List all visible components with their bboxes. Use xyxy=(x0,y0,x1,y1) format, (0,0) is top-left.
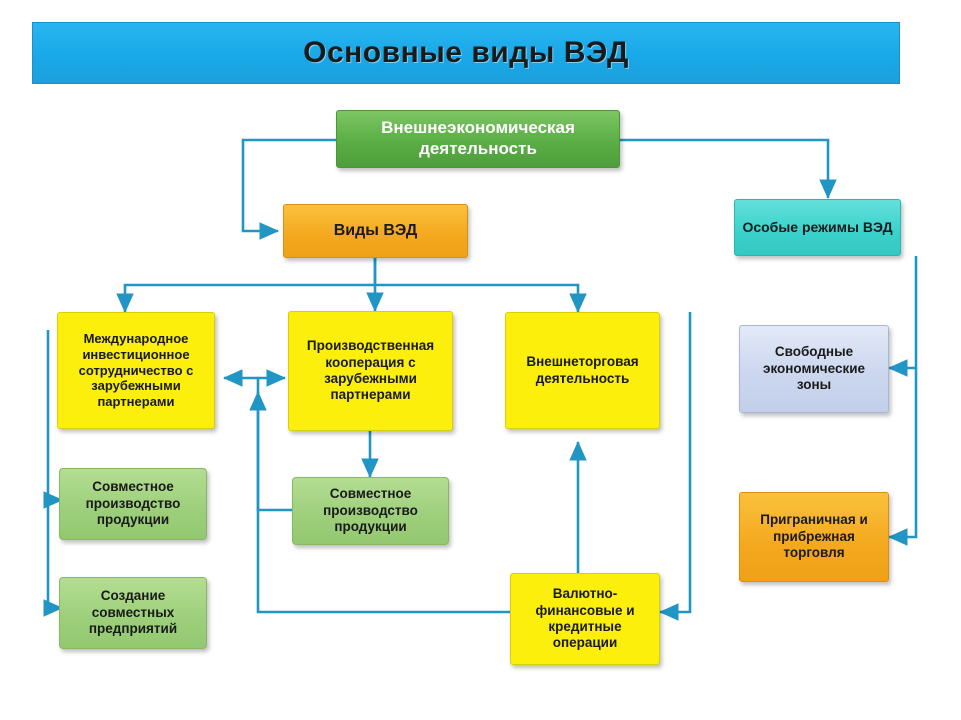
node-foreign-trade[interactable] xyxy=(505,312,660,429)
node-free-zones[interactable] xyxy=(739,325,889,413)
node-joint-production-mid[interactable] xyxy=(292,477,449,545)
node-joint-ventures[interactable] xyxy=(59,577,207,649)
node-root[interactable] xyxy=(336,110,620,168)
node-joint-production-mid-label: Совместное производство продукции xyxy=(323,486,418,535)
node-joint-production-left[interactable] xyxy=(59,468,207,540)
node-international-investment-label: Международное инвестиционное сотрудничество с зарубежными партнерами xyxy=(78,330,194,410)
page-title-text: Основные виды ВЭД xyxy=(303,36,629,69)
node-free-zones-label: Свободные экономические зоны xyxy=(762,344,866,393)
node-special-modes-label: Особые режимы ВЭД xyxy=(742,218,893,235)
node-special-modes[interactable] xyxy=(734,199,901,256)
node-foreign-trade-label: Внешнеторговая деятельность xyxy=(526,354,639,386)
node-international-investment[interactable] xyxy=(57,312,215,429)
page-title xyxy=(32,22,900,84)
node-border-trade[interactable] xyxy=(739,492,889,582)
node-production-cooperation[interactable] xyxy=(288,311,453,431)
node-types-label: Виды ВЭД xyxy=(333,222,418,240)
node-production-cooperation-label: Производственная кооперация с зарубежными партнерами xyxy=(306,338,435,403)
node-root-label: Внешнеэкономическая деятельность xyxy=(381,118,575,158)
node-joint-ventures-label: Создание совместных предприятий xyxy=(88,588,178,637)
node-joint-production-left-label: Совместное производство продукции xyxy=(85,479,181,528)
node-border-trade-label: Приграничная и прибрежная торговля xyxy=(760,512,868,561)
node-currency-operations[interactable] xyxy=(510,573,660,665)
node-currency-operations-label: Валютно-финансовые и кредитные операции xyxy=(535,586,635,651)
node-types[interactable] xyxy=(283,204,468,258)
